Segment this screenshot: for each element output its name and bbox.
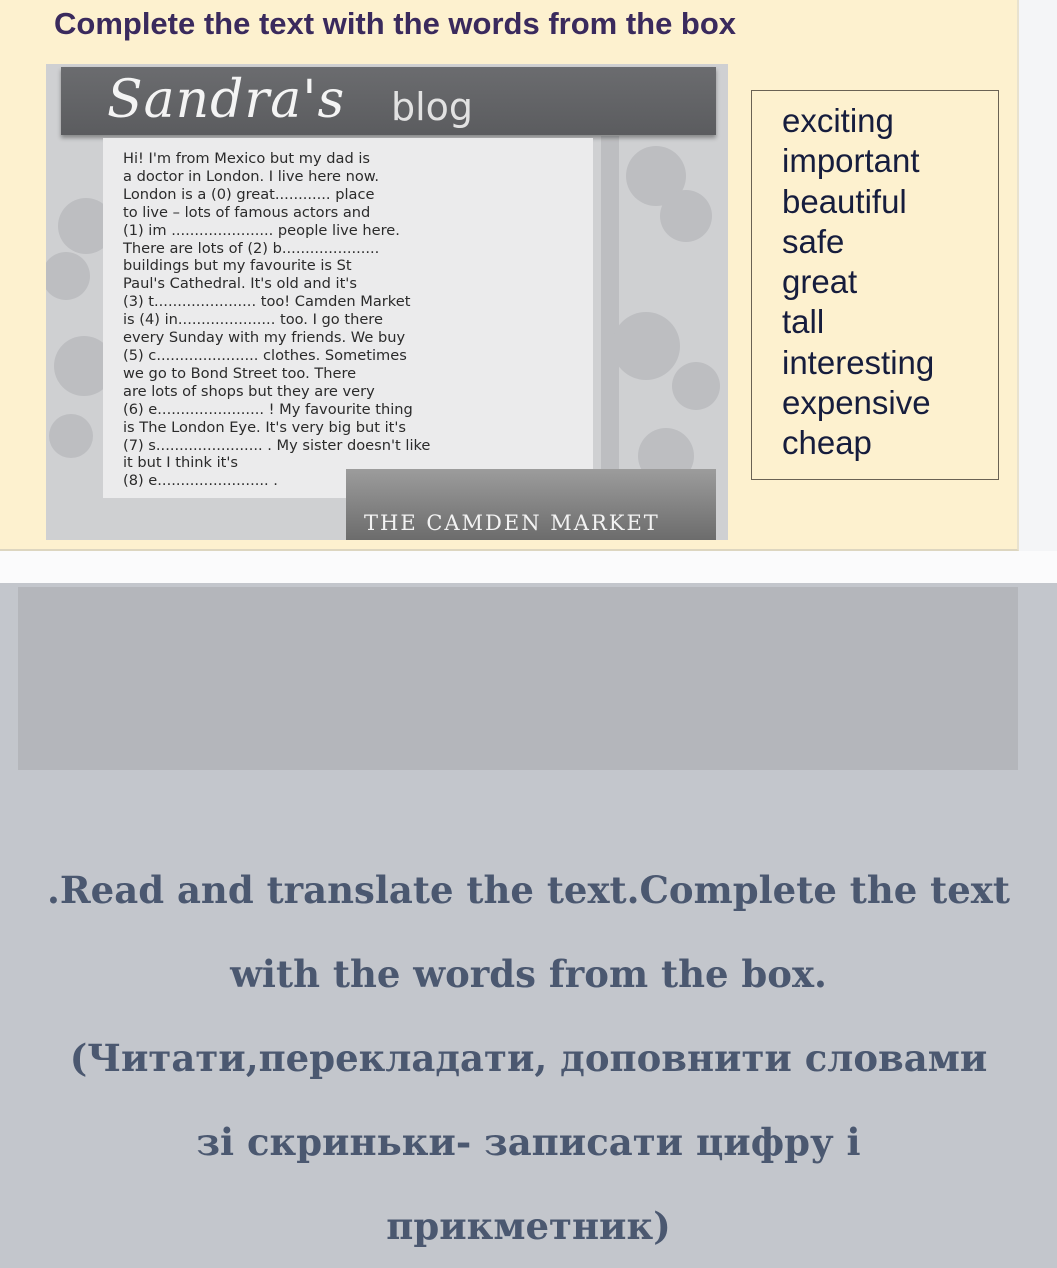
instruction-line: зі скриньки- записати цифру і — [196, 1120, 861, 1164]
pillar — [601, 136, 619, 476]
blog-line: (6) e....................... ! My favourite thing — [123, 400, 413, 418]
instruction-line: прикметник) — [386, 1204, 671, 1248]
cloud — [660, 190, 712, 242]
image-margin — [1019, 0, 1057, 551]
blog-line: are lots of shops but they are very — [123, 382, 375, 400]
blog-line: to live – lots of famous actors and — [123, 203, 371, 221]
word-box-item: interesting — [782, 343, 935, 381]
word-box-item: great — [782, 263, 858, 301]
blog-line: every Sunday with my friends. We buy — [123, 329, 406, 347]
blog-panel — [46, 64, 728, 540]
instruction-line: .Read and translate the text.Complete the text — [47, 868, 1010, 912]
cloud — [49, 414, 93, 458]
instruction-line: (Читати,перекладати, доповнити словами — [69, 1036, 988, 1080]
word-box-item: exciting — [782, 102, 894, 139]
word-box-item: safe — [782, 222, 845, 260]
blog-post — [103, 138, 593, 498]
blog-line: a doctor in London. I live here now. — [123, 167, 380, 185]
blog-line: (5) c...................... clothes. Sometimes — [123, 346, 407, 364]
blog-line: (3) t...................... too! Camden Market — [123, 293, 411, 311]
blog-label: blog — [391, 85, 474, 129]
blog-line: is (4) in..................... too. I go there — [123, 311, 383, 329]
word-box — [751, 90, 999, 480]
blog-line: it but I think it's — [123, 454, 238, 472]
word-box-item: important — [782, 142, 920, 180]
instruction-line: with the words from the box. — [230, 952, 827, 996]
blog-line: (7) s....................... . My sister doesn't like — [123, 436, 431, 454]
cloud — [612, 312, 680, 380]
blog-line: (1) im ...................... people live here. — [123, 221, 400, 239]
word-box-item: cheap — [782, 424, 872, 462]
word-box-item: beautiful — [782, 182, 907, 220]
blog-line: Paul's Cathedral. It's old and it's — [123, 275, 357, 293]
blog-line: Hi! I'm from Mexico but my dad is — [123, 150, 371, 167]
blog-header — [61, 67, 716, 135]
camden-market-photo — [346, 469, 716, 540]
worksheet-title: Complete the text with the words from the box — [54, 6, 737, 41]
blog-line: buildings but my favourite is St — [123, 257, 352, 275]
blog-line: (8) e........................ . — [123, 472, 278, 490]
cloud — [672, 362, 720, 410]
camden-market-sign: THE CAMDEN MARKET — [364, 511, 660, 535]
section-divider — [0, 551, 1057, 583]
blog-line: London is a (0) great............ place — [123, 185, 375, 203]
word-box-item: expensive — [782, 384, 931, 422]
cloud — [46, 252, 90, 300]
worksheet-image — [0, 0, 1019, 551]
instructions-text — [0, 848, 1057, 1268]
blog-name: Sandra's — [107, 70, 346, 130]
placeholder-block — [18, 587, 1018, 770]
blog-line: is The London Eye. It's very big but it's — [123, 418, 406, 436]
blog-line: There are lots of (2) b..................... — [123, 239, 380, 257]
blog-line: we go to Bond Street too. There — [123, 364, 357, 382]
word-box-item: tall — [782, 303, 825, 341]
